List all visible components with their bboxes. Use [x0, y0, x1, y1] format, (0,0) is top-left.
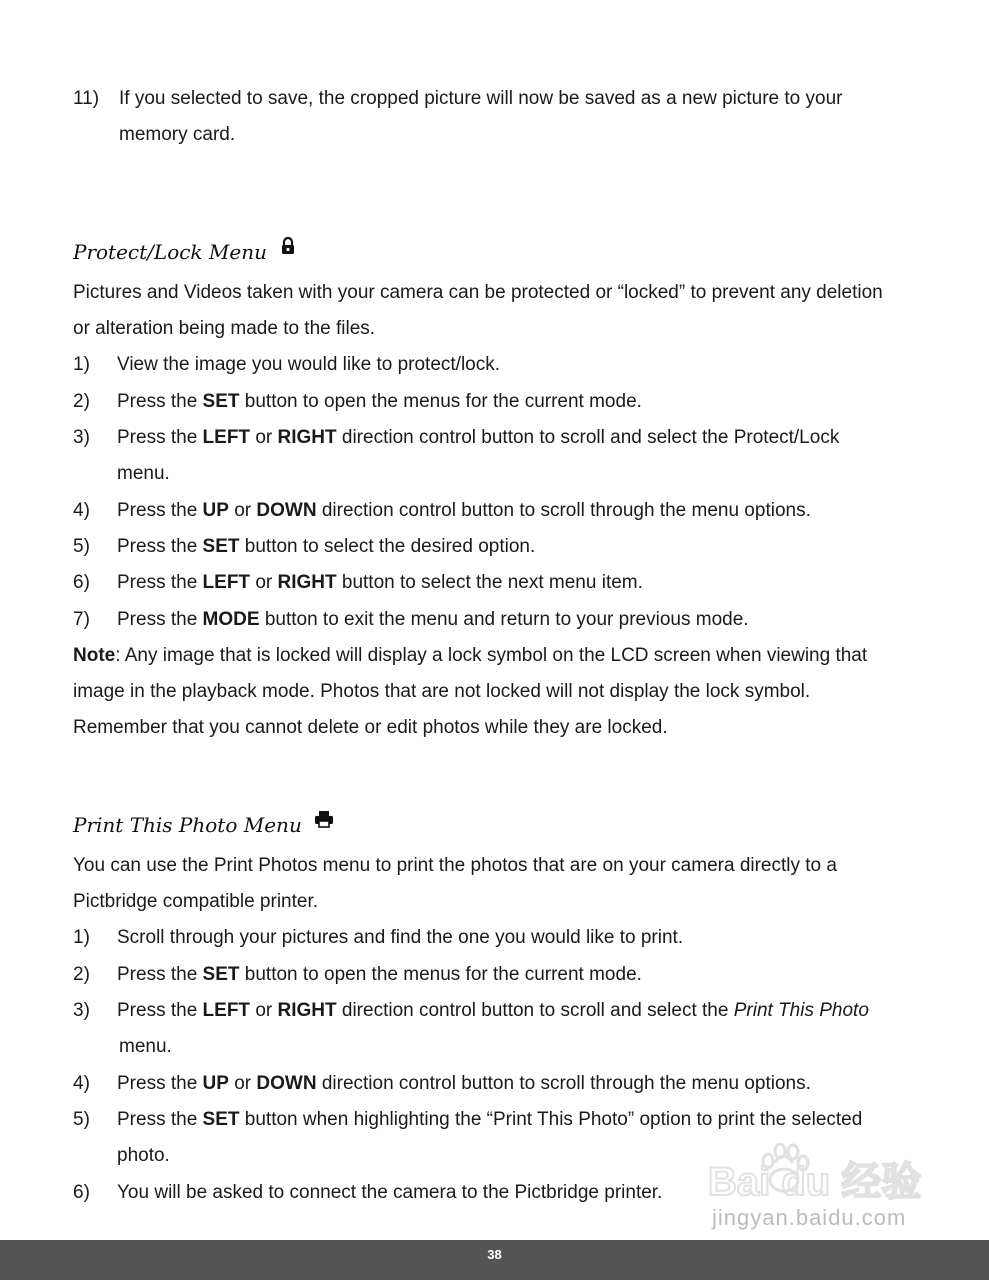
protect-step-3-cont: menu. [117, 463, 170, 484]
protect-step-4: Press the UP or DOWN direction control button to scroll through the menu options. [117, 500, 811, 521]
printer-icon [314, 810, 334, 828]
protect-step-5: Press the SET button to select the desired option. [117, 536, 536, 557]
print-step-2: Press the SET button to open the menus for the current mode. [117, 964, 642, 985]
step-number: 2) [73, 391, 90, 412]
step-number: 1) [73, 927, 90, 948]
intro-line-2: memory card. [119, 124, 236, 145]
protect-step-1: View the image you would like to protect/lock. [117, 354, 501, 375]
step-number: 3) [73, 1000, 90, 1021]
print-step-5-cont: photo. [117, 1145, 170, 1166]
watermark-url: jingyan.baidu.com [712, 1205, 907, 1230]
protect-para-line-2: or alteration being made to the files. [73, 318, 376, 339]
step-number: 11) [73, 88, 100, 109]
intro-line-1: If you selected to save, the cropped picture will now be saved as a new picture to your [119, 88, 843, 109]
step-number: 4) [73, 1073, 90, 1094]
protect-heading: Protect/Lock Menu [73, 240, 267, 264]
step-number: 5) [73, 536, 90, 557]
page-number: 38 [487, 1247, 502, 1262]
print-step-3: Press the LEFT or RIGHT direction control button to scroll and select the Print This Photo [117, 1000, 869, 1021]
print-step-4: Press the UP or DOWN direction control button to scroll through the menu options. [117, 1073, 811, 1094]
lock-icon [280, 236, 296, 256]
note-line-3: Remember that you cannot delete or edit photos while they are locked. [73, 717, 668, 738]
print-step-1: Scroll through your pictures and find the one you would like to print. [117, 927, 684, 948]
print-step-6: You will be asked to connect the camera to the Pictbridge printer. [117, 1182, 663, 1203]
step-number: 6) [73, 572, 90, 593]
note-line-1: Note: Any image that is locked will display a lock symbol on the LCD screen when viewing that [73, 645, 868, 666]
protect-step-6: Press the LEFT or RIGHT button to select the next menu item. [117, 572, 643, 593]
step-number: 2) [73, 964, 90, 985]
protect-step-7: Press the MODE button to exit the menu and return to your previous mode. [117, 609, 749, 630]
print-step-5: Press the SET button when highlighting the “Print This Photo” option to print the selected [117, 1109, 863, 1130]
page-footer [0, 1240, 989, 1280]
note-line-2: image in the playback mode. Photos that are not locked will not display the lock symbol. [73, 681, 811, 702]
watermark-brand: Bai du 经验 [708, 1160, 922, 1204]
print-para-line-2: Pictbridge compatible printer. [73, 891, 319, 912]
step-number: 1) [73, 354, 90, 375]
step-number: 5) [73, 1109, 90, 1130]
protect-para-line-1: Pictures and Videos taken with your camera can be protected or “locked” to prevent any deletion [73, 282, 883, 303]
step-number: 7) [73, 609, 90, 630]
protect-step-2: Press the SET button to open the menus for the current mode. [117, 391, 642, 412]
print-para-line-1: You can use the Print Photos menu to print the photos that are on your camera directly to a [73, 855, 837, 876]
print-step-3-cont: menu. [119, 1036, 172, 1057]
step-number: 6) [73, 1182, 90, 1203]
print-heading: Print This Photo Menu [73, 813, 302, 837]
protect-step-3: Press the LEFT or RIGHT direction control button to scroll and select the Protect/Lock [117, 427, 840, 448]
step-number: 4) [73, 500, 90, 521]
step-number: 3) [73, 427, 90, 448]
